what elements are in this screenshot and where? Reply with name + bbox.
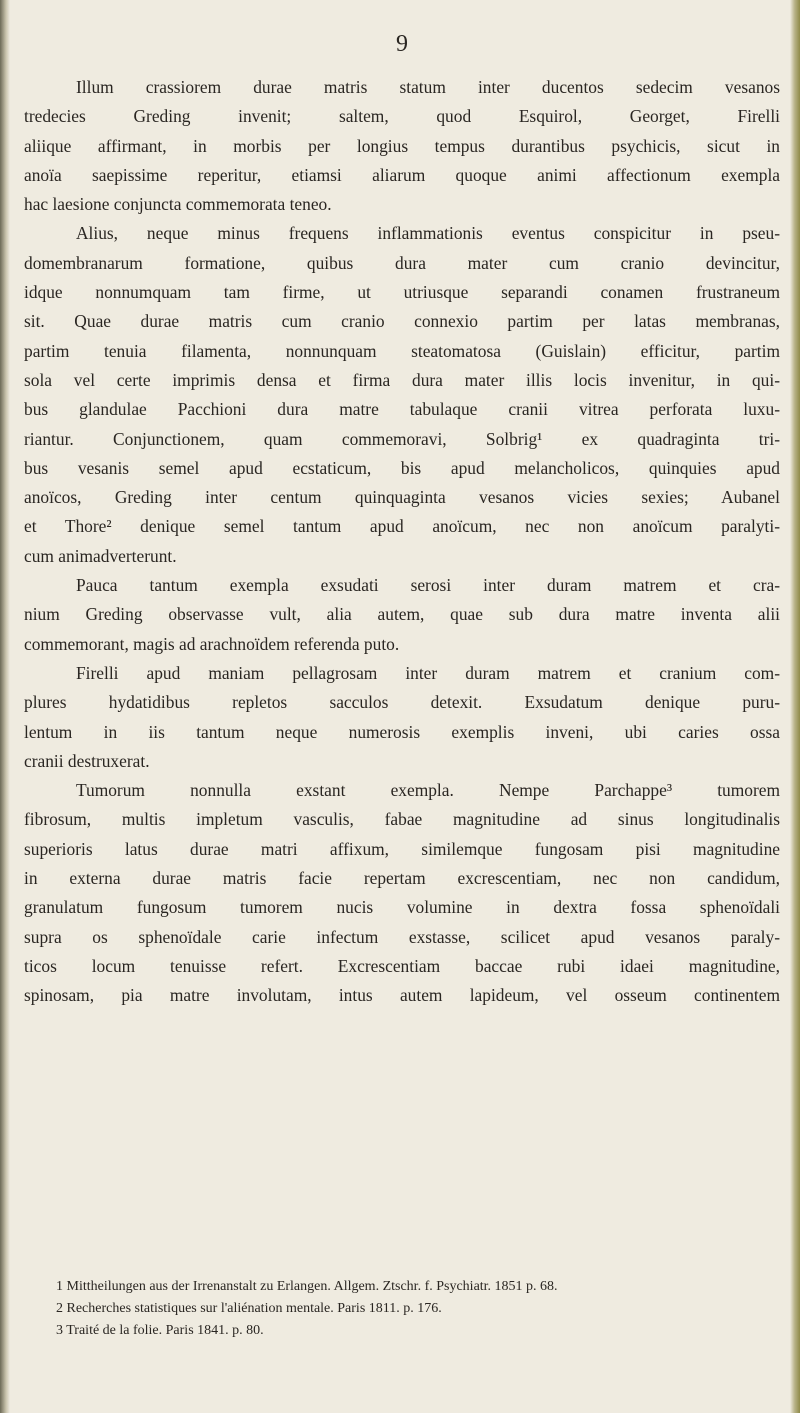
text-line: tredecies Greding invenit; saltem, quod Esquirol, Georget, Firelli (24, 106, 780, 127)
book-page (24, 0, 780, 1413)
footnote-2: 2 Recherches statistiques sur l'aliénation mentale. Paris 1811. p. 176. (56, 1301, 442, 1316)
paragraph-4 (24, 659, 780, 776)
text-line: cranii destruxerat. (24, 750, 150, 771)
text-line: bus vesanis semel apud ecstaticum, bis apud melancholicos, quinquies apud (24, 457, 780, 478)
text-line: bus glandulae Pacchioni dura matre tabulaque cranii vitrea perforata luxu- (24, 399, 780, 420)
text-line: commemorant, magis ad arachnoïdem referenda puto. (24, 633, 400, 654)
text-line: Alius, neque minus frequens inflammationis eventus conspicitur in pseu- (76, 223, 780, 244)
text-line: riantur. Conjunctionem, quam commemoravi, Solbrig¹ ex quadraginta tri- (24, 428, 780, 449)
text-line: spinosam, pia matre involutam, intus autem lapideum, vel osseum continentem (24, 985, 780, 1006)
text-line: Tumorum nonnulla exstant exempla. Nempe Parchappe³ tumorem (76, 780, 780, 801)
text-line: lentum in iis tantum neque numerosis exemplis inveni, ubi caries ossa (24, 721, 780, 742)
text-line: nium Greding observasse vult, alia autem, quae sub dura matre inventa alii (24, 604, 780, 625)
text-line: domembranarum formatione, quibus dura mater cum cranio devincitur, (24, 252, 780, 273)
paragraph-5 (24, 776, 780, 1010)
paragraph-1 (24, 73, 780, 219)
footnote-1: 1 Mittheilungen aus der Irrenanstalt zu Erlangen. Allgem. Ztschr. f. Psychiatr. 1851 p. 68. (56, 1279, 558, 1294)
text-line: hac laesione conjuncta commemorata teneo. (24, 194, 332, 215)
paragraph-3 (24, 571, 780, 659)
text-line: idque nonnumquam tam firme, ut utriusque separandi conamen frustraneum (24, 282, 780, 303)
text-line: superioris latus durae matri affixum, similemque fungosam pisi magnitudine (24, 838, 780, 859)
page-number: 9 (396, 31, 408, 57)
text-line: in externa durae matris facie repertam excrescentiam, nec non candidum, (24, 868, 780, 889)
text-line: sola vel certe imprimis densa et firma dura mater illis locis invenitur, in qui- (24, 369, 780, 390)
text-line: et Thore² denique semel tantum apud anoïcum, nec non anoïcum paralyti- (24, 516, 780, 537)
text-line: Firelli apud maniam pellagrosam inter duram matrem et cranium com- (76, 662, 780, 683)
text-line: ticos locum tenuisse refert. Excrescentiam baccae rubi idaei magnitudine, (24, 955, 780, 976)
paragraph-2 (24, 219, 780, 571)
body-text (24, 73, 780, 1011)
text-line: Pauca tantum exempla exsudati serosi inter duram matrem et cra- (76, 575, 780, 596)
text-line: anoïcos, Greding inter centum quinquaginta vesanos vicies sexies; Aubanel (24, 487, 780, 508)
text-line: anoïa saepissime reperitur, etiamsi aliarum quoque animi affectionum exempla (24, 164, 780, 185)
text-line: partim tenuia filamenta, nonnunquam steatomatosa (Guislain) efficitur, partim (24, 340, 780, 361)
page-binding-edge (0, 0, 10, 1413)
footnotes (56, 1276, 756, 1342)
text-line: supra os sphenoïdale carie infectum exstasse, scilicet apud vesanos paraly- (24, 926, 780, 947)
text-line: aliique affirmant, in morbis per longius tempus durantibus psychicis, sicut in (24, 135, 780, 156)
text-line: fibrosum, multis impletum vasculis, fabae magnitudine ad sinus longitudinalis (24, 809, 780, 830)
text-line: sit. Quae durae matris cum cranio connexio partim per latas membranas, (24, 311, 780, 332)
text-line: plures hydatidibus repletos sacculos detexit. Exsudatum denique puru- (24, 692, 780, 713)
text-line: granulatum fungosum tumorem nucis volumine in dextra fossa sphenoïdali (24, 897, 780, 918)
text-line: cum animadverterunt. (24, 545, 177, 566)
footnote-3: 3 Traité de la folie. Paris 1841. p. 80. (56, 1323, 264, 1338)
text-line: Illum crassiorem durae matris statum inter ducentos sedecim vesanos (76, 77, 780, 97)
page-fore-edge (790, 0, 800, 1413)
